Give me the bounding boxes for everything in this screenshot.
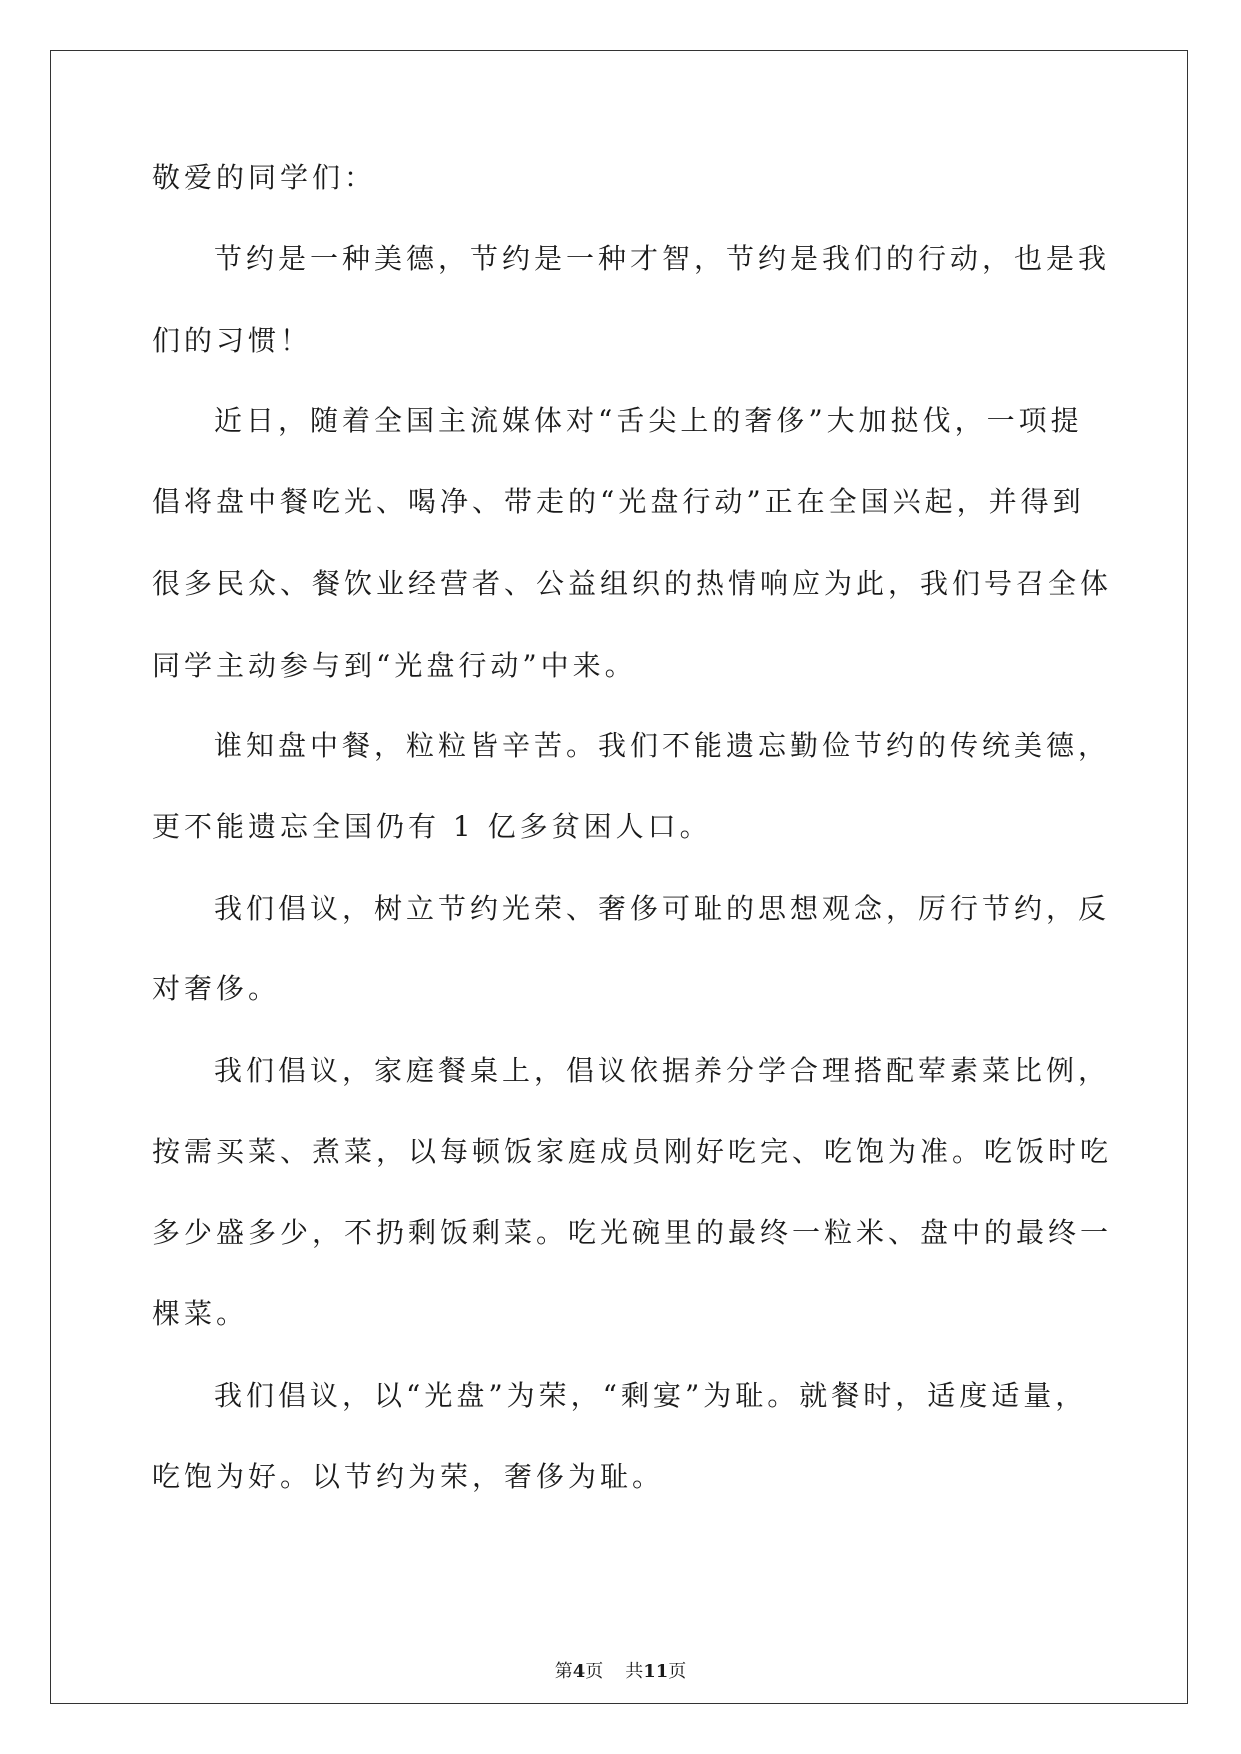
total-prefix: 共 <box>625 1661 644 1682</box>
page-footer <box>0 1660 1241 1684</box>
paragraph-line: 很多民众、餐饮业经营者、公益组织的热情响应为此，我们号召全体 <box>152 567 1113 600</box>
paragraph-line: 同学主动参与到“光盘行动”中来。 <box>152 649 637 682</box>
salutation: 敬爱的同学们： <box>152 161 377 194</box>
page-prefix: 第 <box>554 1661 573 1682</box>
paragraph-line: 我们倡议，树立节约光荣、奢侈可耻的思想观念，厉行节约，反 <box>214 892 1111 925</box>
paragraph-line: 多少盛多少，不扔剩饭剩菜。吃光碗里的最终一粒米、盘中的最终一 <box>152 1216 1113 1249</box>
paragraph-line: 更不能遗忘全国仍有 1 亿多贫困人口。 <box>152 810 712 843</box>
paragraph-line: 近日，随着全国主流媒体对“舌尖上的奢侈”大加挞伐，一项提 <box>214 404 1083 437</box>
paragraph-line: 对奢侈。 <box>152 972 281 1005</box>
paragraph-line: 我们倡议，家庭餐桌上，倡议依据养分学合理搭配荤素菜比例， <box>214 1054 1111 1087</box>
paragraph-line: 谁知盘中餐，粒粒皆辛苦。我们不能遗忘勤俭节约的传统美德， <box>214 729 1111 762</box>
total-pages: 11 <box>643 1661 669 1682</box>
paragraph-line: 节约是一种美德，节约是一种才智，节约是我们的行动，也是我 <box>214 242 1111 275</box>
page-suffix: 页 <box>585 1661 604 1682</box>
paragraph-line: 倡将盘中餐吃光、喝净、带走的“光盘行动”正在全国兴起，并得到 <box>152 485 1085 518</box>
page-number: 4 <box>572 1661 586 1682</box>
paragraph-line: 吃饱为好。以节约为荣，奢侈为耻。 <box>152 1460 665 1493</box>
paragraph-line: 按需买菜、煮菜，以每顿饭家庭成员刚好吃完、吃饱为准。吃饭时吃 <box>152 1135 1113 1168</box>
paragraph-line: 我们倡议，以“光盘”为荣，“剩宴”为耻。就餐时，适度适量， <box>214 1379 1088 1412</box>
paragraph-line: 们的习惯！ <box>152 324 313 357</box>
total-suffix: 页 <box>668 1661 687 1682</box>
page-border <box>50 50 1188 1704</box>
paragraph-line: 棵菜。 <box>152 1297 249 1330</box>
